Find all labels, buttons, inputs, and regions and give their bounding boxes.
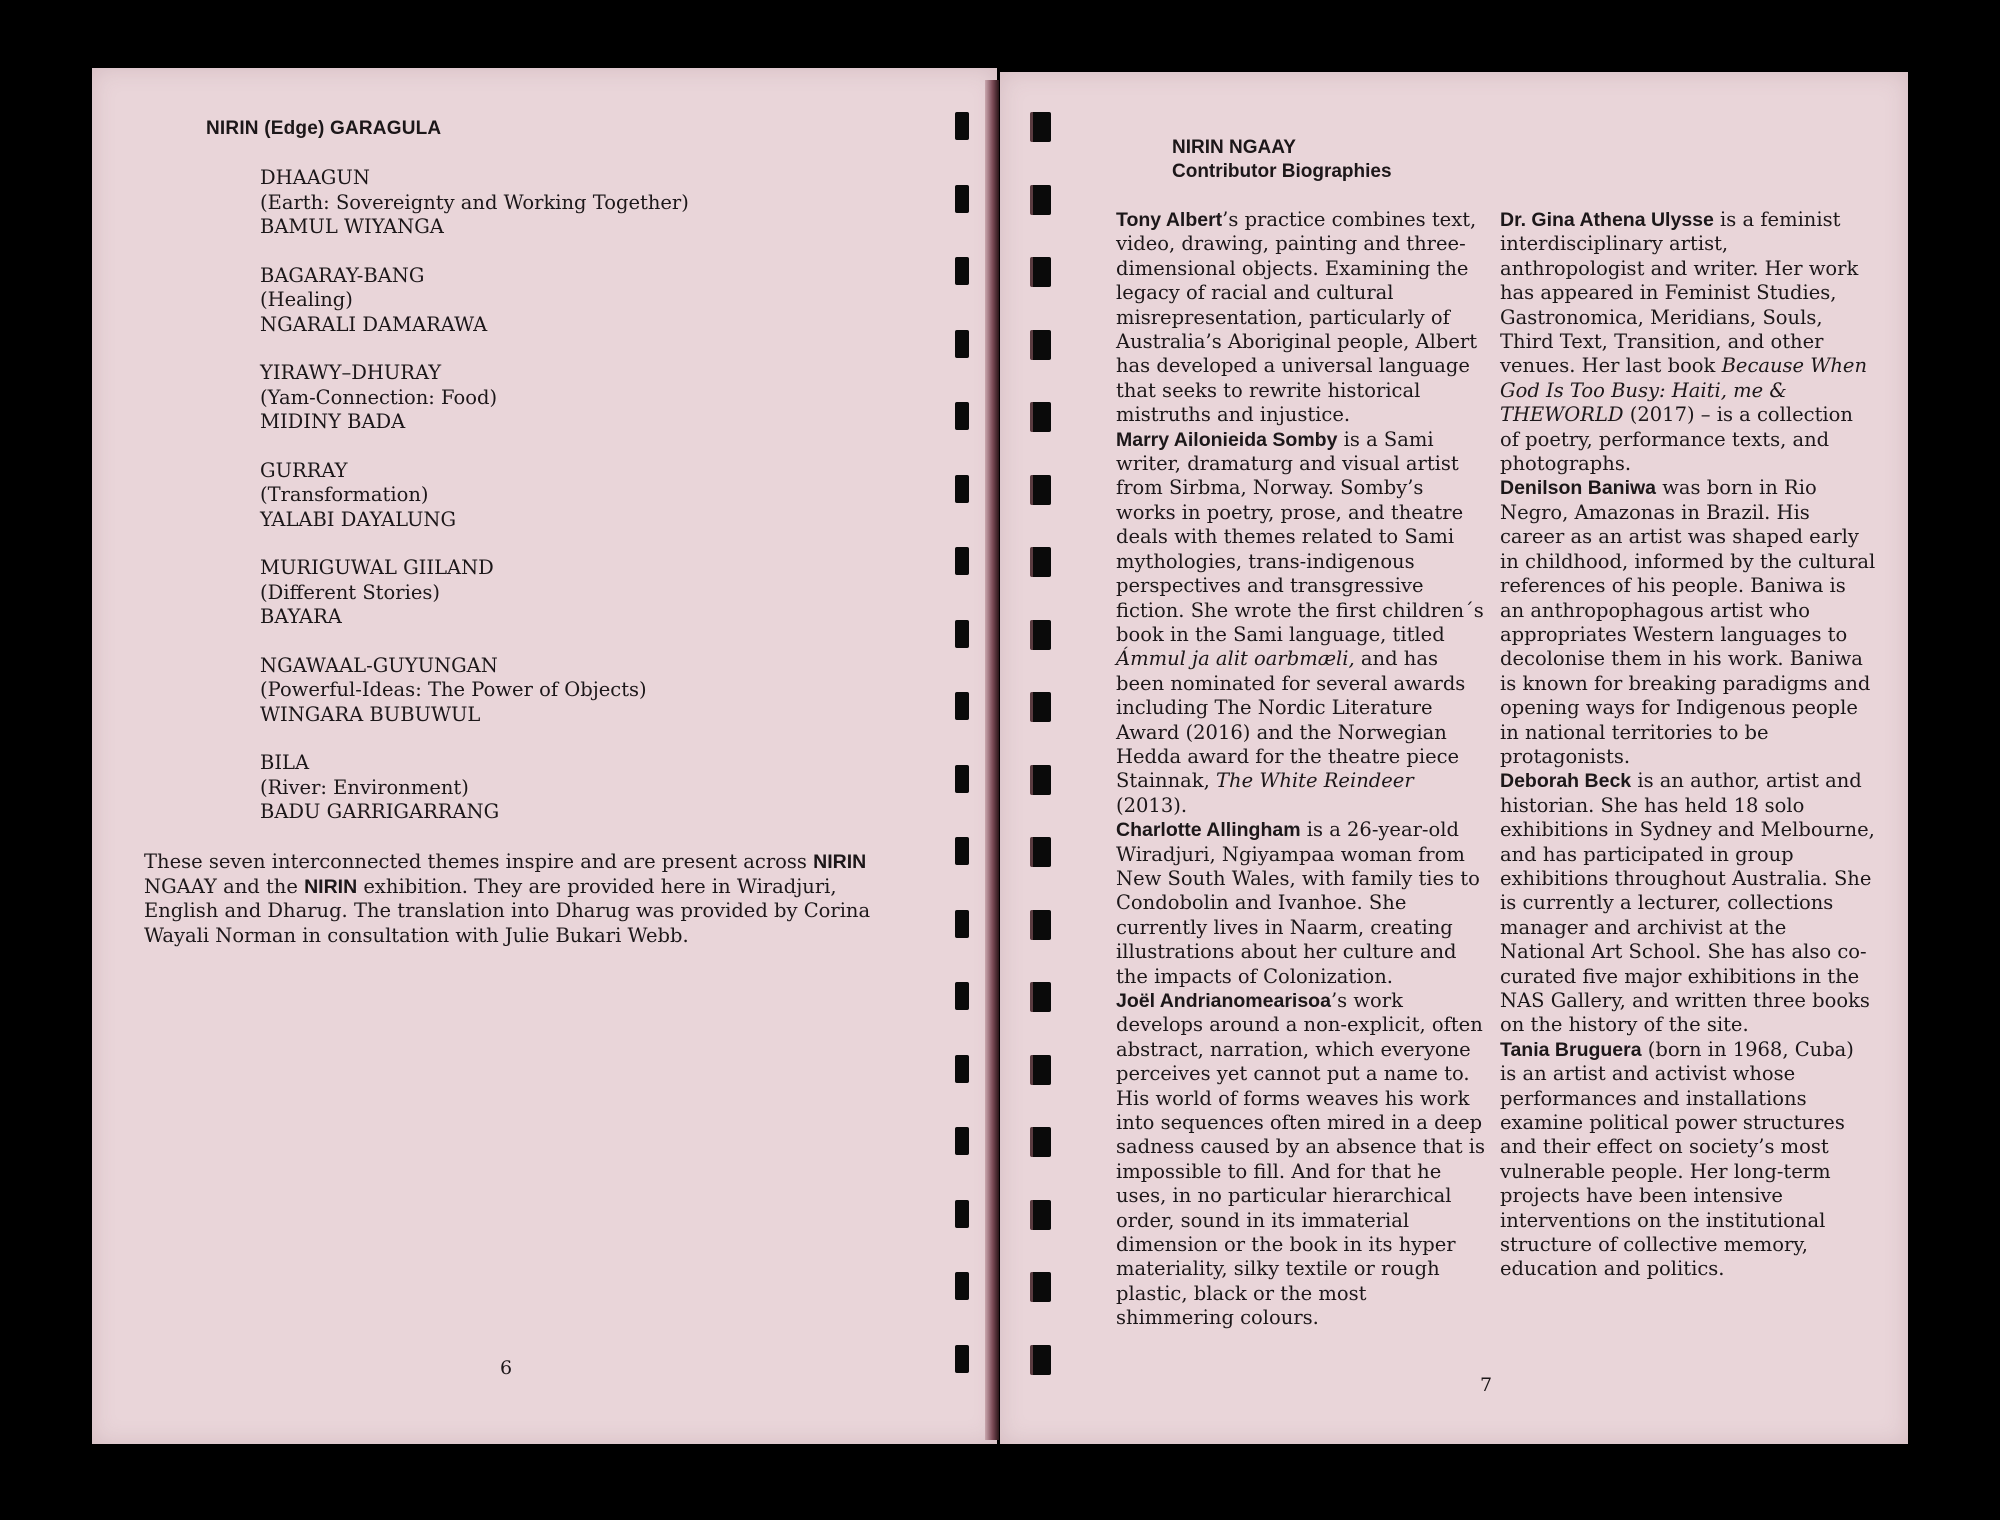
- binding-hole: [1030, 475, 1051, 505]
- theme-item: [260, 166, 900, 240]
- binding-hole: [955, 402, 969, 430]
- theme-dharug: WINGARA BUBUWUL: [260, 702, 481, 726]
- theme-wiradjuri: NGAWAAL-GUYUNGAN: [260, 653, 498, 677]
- binding-hole: [1030, 402, 1051, 432]
- binding-hole: [1030, 982, 1051, 1012]
- bio-entry: [1116, 428, 1488, 819]
- theme-wiradjuri: GURRAY: [260, 458, 348, 482]
- left-page-heading: NIRIN (Edge) GARAGULA: [206, 118, 442, 139]
- binding-hole: [1030, 1200, 1051, 1230]
- binding-hole: [1030, 1345, 1051, 1375]
- bio-entry: [1116, 208, 1488, 428]
- bio-title-italic: Because When God Is Too Busy: Haiti, me & THEWORLD: [1500, 354, 1867, 427]
- bio-name: Marry Ailonieida Somby: [1116, 428, 1338, 451]
- binding-hole: [955, 1345, 969, 1373]
- theme-item: [260, 556, 900, 630]
- bio-text: (born in 1968, Cuba) is an artist and activist whose performances and installations examine political power structures and their effect on society’s most vulnerable people. Her long-term projects have been intensive interventions on the institutional structure of collective memory, education and politics.: [1500, 1037, 1854, 1281]
- bio-entry: [1500, 476, 1876, 769]
- theme-english: (Yam-Connection: Food): [260, 385, 498, 409]
- theme-dharug: MIDINY BADA: [260, 410, 406, 433]
- bio-title-italic: Ámmul ja alit oarbmæli,: [1116, 647, 1355, 671]
- binding-hole: [955, 1200, 969, 1228]
- theme-wiradjuri: MURIGUWAL GIILAND: [260, 556, 494, 579]
- binding-hole: [955, 982, 969, 1010]
- heading-line-1: NIRIN NGAAY: [1172, 137, 1296, 158]
- binding-hole: [955, 112, 969, 140]
- binding-hole: [1030, 330, 1051, 360]
- binding-hole: [955, 1127, 969, 1155]
- theme-item: [260, 751, 900, 825]
- right-page-heading: [1172, 136, 1392, 184]
- binding-hole: [955, 330, 969, 358]
- binding-hole: [955, 185, 969, 213]
- bio-text: is an author, artist and historian. She has held 18 solo exhibitions in Sydney and Melbourne, and has participated in group exhibitions throughout Australia. She is currently a lecturer, collections manager and archivist at the National Art School. She has also co-curated five major exhibitions in the NAS Gallery, and written three books on the history of the site.: [1500, 769, 1875, 1037]
- theme-dharug: BAMUL WIYANGA: [260, 215, 444, 238]
- binding-hole: [1030, 692, 1051, 722]
- note-bold: NIRIN: [304, 875, 358, 898]
- themes-note: [144, 850, 874, 948]
- bio-column-2: [1500, 208, 1876, 1282]
- theme-item: [260, 361, 900, 435]
- theme-english: (Powerful-Ideas: The Power of Objects): [260, 678, 647, 701]
- bio-text: ’s practice combines text, video, drawing, painting and three-dimensional objects. Examining the legacy of racial and cultural misrepresentation, particularly of Australia’s Aboriginal people, Albert has developed a universal language that seeks to rewrite historical mistruths and injustice.: [1116, 208, 1478, 427]
- theme-english: (Healing): [260, 288, 353, 311]
- bio-text: (2013).: [1116, 793, 1188, 817]
- bio-name: Charlotte Allingham: [1116, 819, 1301, 842]
- bio-name: Denilson Baniwa: [1500, 477, 1657, 500]
- heading-line-2: Contributor Biographies: [1172, 161, 1392, 182]
- binding-hole: [955, 475, 969, 503]
- bio-text: ’s work develops around a non-explicit, often abstract, narration, which everyone perceives yet cannot put a name to. His world of forms weaves his work into sequences often mired in a deep sadness caused by an absence that is impossible to fill. And for that he uses, in no particular hierarchical order, sound in its immaterial dimension or the book in its hyper materiality, silky textile or rough plastic, black or the most shimmering colours.: [1116, 989, 1486, 1330]
- theme-dharug: NGARALI DAMARAWA: [260, 312, 488, 336]
- bio-entry: [1116, 818, 1488, 989]
- themes-list: [260, 166, 900, 849]
- binding-hole: [955, 765, 969, 793]
- theme-dharug: YALABI DAYALUNG: [260, 507, 457, 531]
- bio-name: Joël Andrianomearisoa: [1116, 990, 1331, 1012]
- bio-entry: [1500, 208, 1876, 476]
- binding-hole: [1030, 620, 1051, 650]
- theme-wiradjuri: DHAAGUN: [260, 166, 370, 189]
- binding-hole: [955, 1272, 969, 1300]
- binding-hole: [955, 257, 969, 285]
- binding-hole: [1030, 1055, 1051, 1085]
- theme-item: [260, 264, 900, 338]
- theme-english: (Earth: Sovereignty and Working Together): [260, 190, 689, 214]
- note-text: exhibition. They are provided here in Wiradjuri, English and Dharug. The translation into Dharug was provided by Corina Wayali Norman in consultation with Julie Bukari Webb.: [144, 874, 871, 947]
- bio-name: Dr. Gina Athena Ulysse: [1500, 209, 1714, 231]
- theme-english: (Different Stories): [260, 580, 440, 604]
- bio-text: is a feminist interdisciplinary artist, anthropologist and writer. Her work has appeared in Feminist Studies, Gastronomica, Meridians, Souls, Third Text, Transition, and other venues. Her last book: [1500, 208, 1859, 378]
- page-number-left: 6: [500, 1357, 513, 1379]
- binding-hole: [955, 837, 969, 865]
- binding-hole: [1030, 547, 1051, 577]
- bio-title-italic: The White Reindeer: [1216, 769, 1414, 793]
- page-number-right: 7: [1480, 1374, 1493, 1396]
- binding-hole: [955, 692, 969, 720]
- binding-hole: [1030, 1272, 1051, 1302]
- theme-english: (Transformation): [260, 483, 429, 506]
- binding-hole: [1030, 257, 1051, 287]
- bio-name: Deborah Beck: [1500, 770, 1632, 793]
- binding-hole: [955, 910, 969, 938]
- bio-text: is a Sami writer, dramaturg and visual artist from Sirbma, Norway. Somby’s works in poetry, prose, and theatre deals with themes related to Sami mythologies, trans-indigenous perspectives and transgressive fiction. She wrote the first children´s book in the Sami language, titled: [1116, 427, 1484, 646]
- bio-text: was born in Rio Negro, Amazonas in Brazil. His career as an artist was shaped early in childhood, informed by the cultural references of his people. Baniwa is an anthropophagous artist who appropriates Western languages to decolonise them in his work. Baniwa is known for breaking paradigms and opening ways for Indigenous people in national territories to be protagonists.: [1500, 476, 1876, 768]
- binding-hole: [955, 620, 969, 648]
- binding-hole: [1030, 910, 1051, 940]
- note-bold: NIRIN: [813, 851, 867, 873]
- binding-hole: [955, 1055, 969, 1083]
- theme-item: [260, 654, 900, 728]
- note-text: NGAAY and the: [144, 874, 305, 898]
- bio-name: Tania Bruguera: [1500, 1038, 1642, 1061]
- theme-english: (River: Environment): [260, 775, 469, 799]
- note-text: These seven interconnected themes inspire and are present across: [144, 850, 814, 873]
- binding-hole: [1030, 837, 1051, 867]
- theme-wiradjuri: BILA: [260, 751, 310, 774]
- theme-item: [260, 459, 900, 533]
- binding-hole: [1030, 765, 1051, 795]
- theme-wiradjuri: YIRAWY–DHURAY: [260, 361, 442, 384]
- binding-hole: [955, 547, 969, 575]
- bio-entry: [1500, 1038, 1876, 1282]
- bio-name: Tony Albert: [1116, 209, 1223, 231]
- book-gutter: [985, 80, 999, 1440]
- binding-hole: [1030, 112, 1051, 142]
- bio-text: is a 26-year-old Wiradjuri, Ngiyampaa woman from New South Wales, with family ties to Condobolin and Ivanhoe. She currently lives in Naarm, creating illustrations about her culture and the impacts of Colonization.: [1116, 818, 1480, 988]
- binding-hole: [1030, 1127, 1051, 1157]
- theme-wiradjuri: BAGARAY-BANG: [260, 263, 425, 287]
- bio-entry: [1500, 769, 1876, 1037]
- binding-hole: [1030, 185, 1051, 215]
- theme-dharug: BADU GARRIGARRANG: [260, 800, 500, 823]
- bio-text: and has been nominated for several awards including The Nordic Literature Award (2016) and the Norwegian Hedda award for the theatre piece Stainnak,: [1116, 647, 1466, 793]
- bio-column-1: [1116, 208, 1488, 1331]
- bio-entry: [1116, 989, 1488, 1331]
- bio-text: (2017) – is a collection of poetry, performance texts, and photographs.: [1500, 403, 1853, 476]
- theme-dharug: BAYARA: [260, 605, 342, 628]
